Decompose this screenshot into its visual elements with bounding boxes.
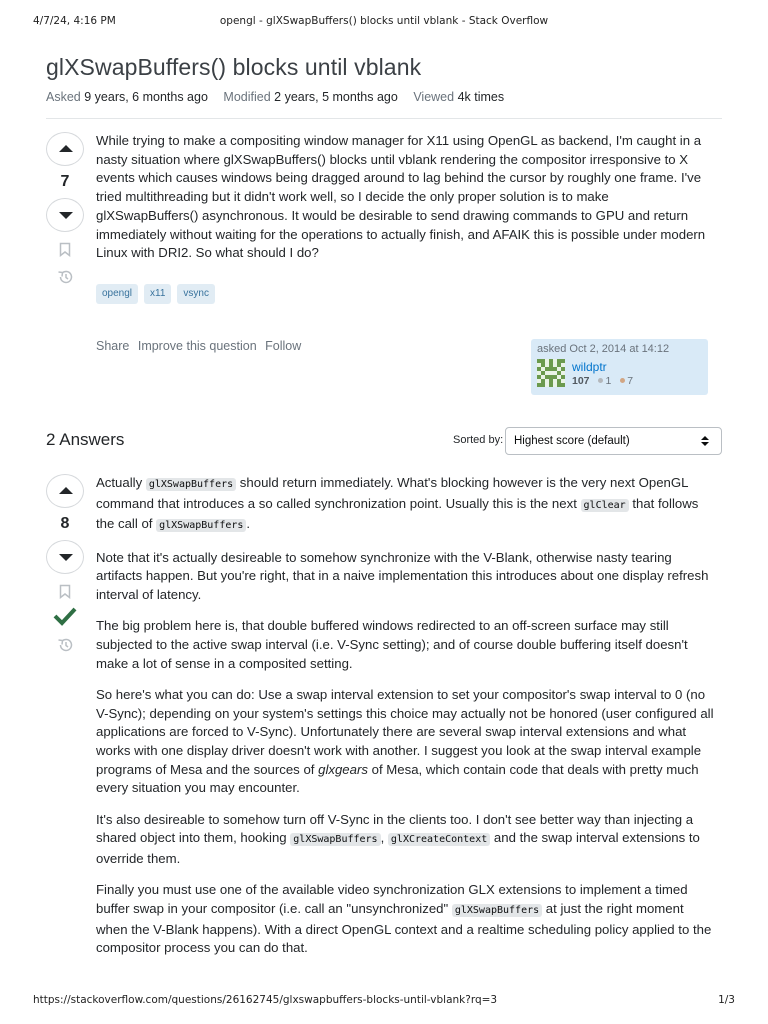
bookmark-icon [59,242,71,257]
select-arrows-icon [701,436,709,446]
checkmark-icon [53,606,77,626]
arrow-down-icon [59,554,73,561]
inline-code: glClear [581,499,629,512]
history-icon [57,637,74,653]
viewed-value: 4k times [457,90,505,104]
owner-user-card [531,339,708,395]
inline-code: glXSwapBuffers [290,833,380,846]
viewed-label: Viewed [413,90,455,104]
answer-downvote-button[interactable] [46,540,84,574]
emphasis-text: glxgears [318,761,368,777]
bookmark-icon [59,584,71,599]
answer-paragraph-5 [96,811,714,869]
answer-paragraph-3: The big problem here is, that double buffered windows redirected to an off-screen surface may still subjected to the active swap interval (i.e. V-Sync setting); and of course double buffering itself doesn't make a lot of sense in a composited setting. [96,618,688,671]
inline-code: glXSwapBuffers [156,519,246,532]
inline-code: glXSwapBuffers [146,478,236,491]
text-run: and the swap interval extensions to override them. [96,830,700,866]
answer-body [96,474,714,970]
asked-timestamp[interactable]: asked Oct 2, 2014 at 14:12 [537,343,670,355]
answer-bookmark-button[interactable] [46,580,84,602]
question-body [96,132,714,275]
inline-code: glXCreateContext [388,833,490,846]
history-button[interactable] [46,266,84,288]
bronze-badge-icon [620,378,625,383]
sort-select[interactable] [505,427,722,455]
print-footer [33,994,735,1008]
tag-x11[interactable]: x11 [144,284,171,304]
sort-select-value: Highest score (default) [514,435,630,447]
answer-vote-column [46,474,84,656]
arrow-up-icon [59,145,73,152]
answer-history-button[interactable] [46,634,84,656]
silver-badge-count: 1 [605,375,612,387]
print-page-title: opengl - glXSwapBuffers() blocks until vblank - Stack Overflow [219,15,549,27]
answer-vote-count: 8 [60,515,70,532]
user-name-link[interactable]: wildptr [572,360,607,374]
answer-paragraph-6 [96,881,714,958]
tag-vsync[interactable]: vsync [177,284,215,304]
tag-opengl[interactable]: opengl [96,284,138,304]
text-run: should return immediately. What's blocking however is the very next OpenGL command that introduces a so called synchronization point. Usually this is the next [96,475,688,511]
print-timestamp: 4/7/24, 4:16 PM [33,15,116,27]
user-avatar[interactable] [537,359,565,387]
bookmark-button[interactable] [46,238,84,260]
text-run: So here's what you can do: Use a swap interval extension to set your compositor's swap interval to 0 (no V-Sync); depending on your system's settings this choice may actually not be honored (user configured all applications are forced to V-Sync). Unfortunately there are several swap interval extensions and what works with one display driver doesn't work with another. I suggest you look at the swap interval example programs of Mesa and the sources of [96,686,714,777]
answer-paragraph-1 [96,474,714,536]
modified-label: Modified [223,90,271,104]
question-title[interactable]: glXSwapBuffers() blocks until vblank [46,54,422,80]
text-run: Actually [96,475,146,490]
text-run: at just the right moment when the V-Blank happens). With a direct OpenGL context and a realtime scheduling policy applied to the compositor process you can do that. [96,900,712,956]
text-run: . [246,516,251,532]
question-vote-column [46,132,84,288]
text-run: that follows the call of [96,495,699,532]
accepted-answer-indicator [46,604,84,628]
bronze-badge-count: 7 [627,375,634,387]
reputation-score: 107 [572,375,590,387]
modified-value[interactable]: 2 years, 5 months ago [274,90,398,104]
follow-link[interactable]: Follow [265,339,302,353]
answer-upvote-button[interactable] [46,474,84,508]
arrow-up-icon [59,487,73,494]
user-reputation [572,375,633,387]
question-tags [96,284,215,304]
inline-code: glXSwapBuffers [452,904,542,917]
print-page-number: 1/3 [718,994,735,1006]
upvote-button[interactable] [46,132,84,166]
question-paragraph: While trying to make a compositing window manager for X11 using OpenGL as backend, I'm caught in a nasty situation where glXSwapBuffers() blocks until vblank rendering the compositor irresponsive to X events which causes windows being dragged around to lag behind the cursor by roughly one frame. I've tried multithreading but it didn't work well, so I decide the only proper solution is to make glXSwapBuffers() asynchronous. It would be desirable to send drawing commands to GPU and return immediately without waiting for the operations to actually finish, and AFAIK this is possible under modern Linux with DRI2. So what should I do? [96,133,706,261]
asked-label: Asked [46,90,81,104]
silver-badge-icon [598,378,603,383]
share-link[interactable]: Share [96,339,130,353]
asked-value: 9 years, 6 months ago [84,90,208,104]
improve-question-link[interactable]: Improve this question [137,339,257,353]
arrow-down-icon [59,212,73,219]
downvote-button[interactable] [46,198,84,232]
question-vote-count: 7 [60,173,70,190]
text-run: of Mesa, which contain code that deals with pretty much every situation you may encounter. [96,761,699,796]
text-run: It's also desireable to somehow turn off V-Sync in the clients too. I don't see better way than injecting a shared object into them, hooking [96,811,694,846]
text-run: , [380,830,388,846]
question-meta [46,90,516,104]
print-url: https://stackoverflow.com/questions/26162745/glxswapbuffers-blocks-until-vblank?rq=3 [33,994,498,1006]
answers-count: 2 Answers [46,430,125,449]
question-post-menu [96,339,306,353]
history-icon [57,269,74,285]
title-divider [46,118,722,119]
text-run: Finally you must use one of the available video synchronization GLX extensions to implement a timed buffer swap in your compositor (i.e. call an "unsynchronized" [96,882,688,916]
answer-paragraph-4 [96,686,714,798]
print-header [33,15,735,29]
answer-paragraph-2: Note that it's actually desireable to somehow synchronize with the V-Blank, otherwise nasty tearing artifacts happen. But you're right, that in a naive implementation this introduces about one display refresh interval of latency. [96,549,709,603]
sort-label: Sorted by: [453,434,504,446]
